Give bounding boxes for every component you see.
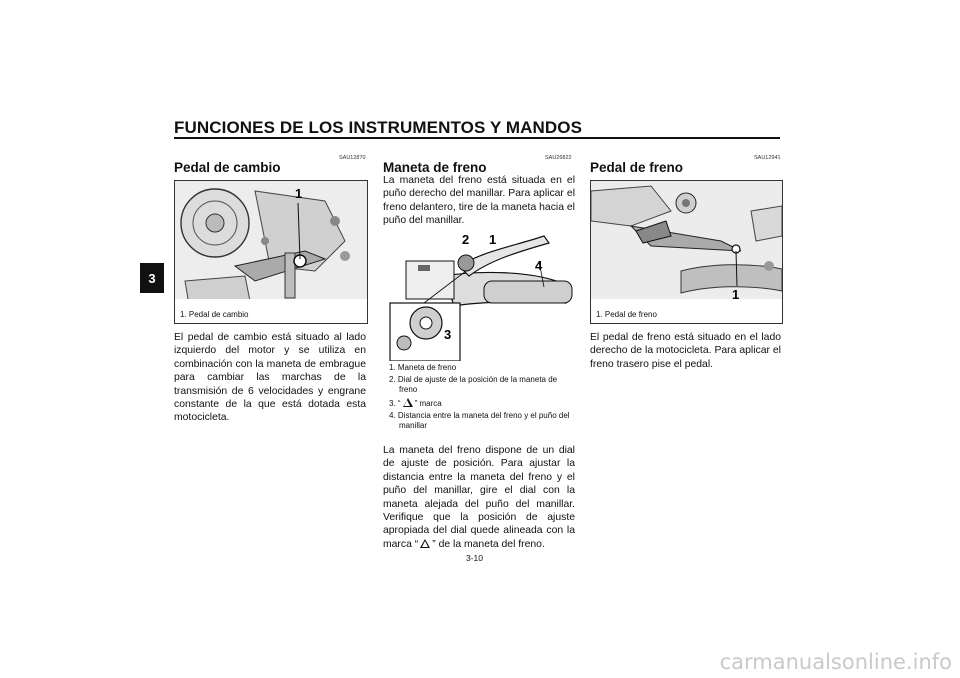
body-paragraph: El pedal de cambio está situado al lado izquierdo del motor y se utiliza en combinación con la maneta de embrague para cambiar las marchas de la transmisión de 6 velocidades y engrane constante de la que está dotada esta motocicleta. <box>174 332 366 424</box>
section-heading: Pedal de freno <box>590 160 684 175</box>
body-paragraph: El pedal de freno está situado en el lado derecho de la motocicleta. Para aplicar el freno trasero pise el pedal. <box>590 332 781 370</box>
caption-item-start: 3. “ <box>389 398 401 408</box>
chapter-tab: 3 <box>140 263 164 293</box>
brake-pedal-photo <box>590 180 783 324</box>
caption-item-end: ” marca <box>414 398 442 408</box>
brake-lever-figure <box>383 230 577 443</box>
caption-item: 2. Dial de ajuste de la posición de la maneta de freno <box>389 375 558 395</box>
intro-paragraph: La maneta del freno está situada en el puño derecho del manillar. Para aplicar el freno delantero, tire de la maneta hacia el puño del manillar. <box>383 175 575 227</box>
body-end: ” de la maneta del freno. <box>432 538 545 550</box>
section-code: SAU12941 <box>754 155 781 161</box>
figure-caption: 1. Pedal de freno <box>596 310 657 319</box>
section-code: SAU26822 <box>545 155 572 161</box>
section-code: SAU12870 <box>339 155 366 161</box>
callout-1: 1 <box>489 232 497 247</box>
body-main: La maneta del freno dispone de un dial de ajuste de posición. Para ajustar la distancia entre la maneta del freno y el puño del manillar, gire el dial con la maneta alejada del puño del manillar. Verifique que la posición de ajuste apropiada del dial quede alineada con la marca “ <box>383 445 575 550</box>
page-title: FUNCIONES DE LOS INSTRUMENTOS Y MANDOS <box>174 118 583 137</box>
watermark: carmanualsonline.info <box>719 650 952 674</box>
body-paragraph <box>383 444 575 551</box>
section-heading: Pedal de cambio <box>174 160 281 175</box>
page-number: 3-10 <box>466 553 484 563</box>
callout-1: 1 <box>295 186 303 201</box>
callout-3: 3 <box>444 327 452 342</box>
caption-list <box>389 363 574 433</box>
callout-2: 2 <box>462 232 470 247</box>
section-heading: Maneta de freno <box>383 160 487 175</box>
caption-item <box>389 398 574 409</box>
triangle-mark-icon <box>420 539 430 548</box>
caption-item: 4. Distancia entre la maneta del freno y el puño del manillar <box>389 410 570 431</box>
shift-pedal-photo <box>174 180 368 324</box>
callout-1: 1 <box>732 287 740 302</box>
triangle-mark-icon <box>403 398 413 407</box>
title-rule <box>174 137 780 139</box>
figure-caption: 1. Pedal de cambio <box>180 310 249 319</box>
caption-item: 1. Maneta de freno <box>389 363 457 372</box>
callout-4: 4 <box>535 258 543 273</box>
